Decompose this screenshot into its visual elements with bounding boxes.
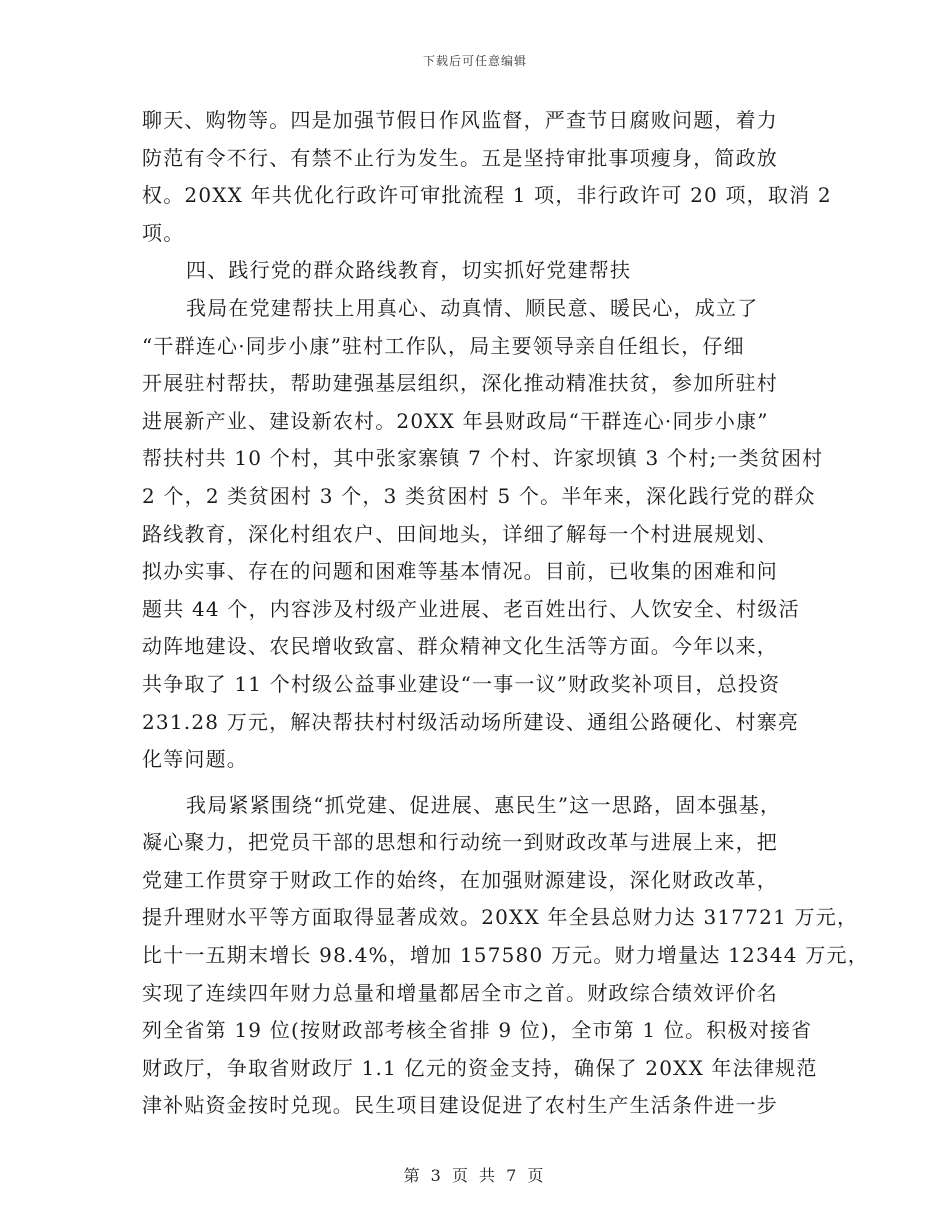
text-line: 2 个，2 类贫困村 3 个，3 类贫困村 5 个。半年来，深化践行党的群众 xyxy=(142,483,816,508)
text-line: 我局紧紧围绕“抓党建、促进展、惠民生”这一思路，固本强基， xyxy=(186,792,782,817)
text-line: 动阵地建设、农民增收致富、群众精神文化生活等方面。今年以来， xyxy=(142,634,778,659)
text-line: 凝心聚力，把党员干部的思想和行动统一到财政改革与进展上来，把 xyxy=(142,830,778,855)
text-line: 列全省第 19 位(按财政部考核全省排 9 位)，全市第 1 位。积极对接省 xyxy=(142,1018,813,1043)
text-line: 231.28 万元，解决帮扶村村级活动场所建设、通组公路硬化、村寨亮 xyxy=(142,709,800,734)
text-line: 帮扶村共 10 个村，其中张家寨镇 7 个村、许家坝镇 3 个村;一类贫困村 xyxy=(142,446,824,471)
text-line: 题共 44 个，内容涉及村级产业进展、老百姓出行、人饮安全、村级活 xyxy=(142,596,800,621)
text-line: 拟办实事、存在的问题和困难等基本情况。目前，已收集的困难和问 xyxy=(142,559,778,584)
text-line: 提升理财水平等方面取得显著成效。20XX 年全县总财力达 317721 万元， xyxy=(142,905,859,930)
text-line: 实现了连续四年财力总量和增量都居全市之首。财政综合绩效评价名 xyxy=(142,980,778,1005)
text-line: “干群连心·同步小康”驻村工作队，局主要领导亲自任组长，仔细 xyxy=(142,333,745,358)
text-line: 化等问题。 xyxy=(142,747,248,772)
text-line: 进展新产业、建设新农村。20XX 年县财政局“干群连心·同步小康” xyxy=(142,408,769,433)
document-body xyxy=(142,102,869,1125)
section-heading: 四、践行党的群众路线教育，切实抓好党建帮扶 xyxy=(186,258,632,283)
text-line: 共争取了 11 个村级公益事业建设“一事一议”财政奖补项目，总投资 xyxy=(142,671,781,696)
text-line: 防范有令不行、有禁不止行为发生。五是坚持审批事项瘦身，简政放 xyxy=(142,145,778,170)
paragraph-gap xyxy=(142,779,822,787)
text-line: 津补贴资金按时兑现。民生项目建设促进了农村生产生活条件进一步 xyxy=(142,1093,778,1118)
page-header: 下载后可任意编辑 xyxy=(422,54,527,68)
text-line: 聊天、购物等。四是加强节假日作风监督，严查节日腐败问题，着力 xyxy=(142,108,778,132)
text-line: 我局在党建帮扶上用真心、动真情、顺民意、暖民心，成立了 xyxy=(186,295,759,320)
text-line: 路线教育，深化村组农户、田间地头，详细了解每一个村进展规划、 xyxy=(142,521,778,546)
text-line: 财政厅，争取省财政厅 1.1 亿元的资金支持，确保了 20XX 年法律规范 xyxy=(142,1055,818,1080)
text-line: 开展驻村帮扶，帮助建强基层组织，深化推动精准扶贫，参加所驻村 xyxy=(142,371,778,396)
text-line: 党建工作贯穿于财政工作的始终，在加强财源建设，深化财政改革， xyxy=(142,867,778,892)
page-footer: 第 3 页 共 7 页 xyxy=(403,1166,547,1185)
text-line: 权。20XX 年共优化行政许可审批流程 1 项，非行政许可 20 项，取消 2 xyxy=(142,183,832,208)
text-line: 比十一五期末增长 98.4%，增加 157580 万元。财力增量达 12344 万元， xyxy=(142,943,869,968)
text-line: 项。 xyxy=(142,220,185,245)
